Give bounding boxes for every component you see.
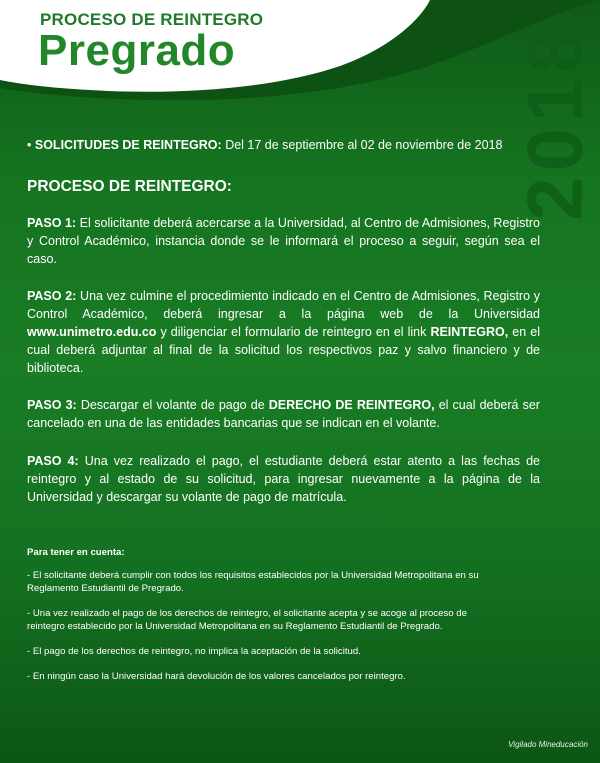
note-item: - El pago de los derechos de reintegro, no implica la aceptación de la solicitud.: [27, 646, 361, 657]
note-item: - Una vez realizado el pago de los derechos de reintegro, el solicitante acepta y se acoge al proceso de reintegro establecido por la Universidad Metropolitana en su Reglamento Estudiantil de Pregrado.: [27, 608, 467, 632]
step-label: PASO 4:: [27, 453, 79, 468]
dates-label: SOLICITUDES DE REINTEGRO:: [34, 138, 222, 152]
note-item: - El solicitante deberá cumplir con todos los requisitos establecidos por la Universidad Metropolitana en su Reglamento Estudiantil de Pregrado.: [27, 570, 479, 594]
step-highlight: DERECHO DE REINTEGRO,: [268, 398, 435, 413]
bullet-icon: •: [27, 138, 32, 152]
step-text: el cual deberá ser cancelado en una de las entidades bancarias que se indican en el volante.: [27, 398, 540, 431]
step-1: [27, 215, 540, 268]
page-subtitle: PROCESO DE REINTEGRO: [40, 10, 264, 29]
step-3: [27, 397, 540, 433]
step-text: Una vez realizado el pago, el estudiante deberá estar atento a las fechas de reintegro y al estado de su solicitud, para ingresar nuevamente a la página de la Universidad y descargar su volante de pago de matrícula.: [27, 453, 540, 504]
step-text: en el cual deberá adjuntar al final de la solicitud los respectivos paz y salvo financiero y de biblioteca.: [27, 324, 540, 375]
notes-section: [27, 546, 497, 695]
year-watermark: 2018: [510, 23, 599, 221]
step-label: PASO 1:: [27, 216, 77, 230]
dates-line: [27, 138, 540, 152]
reintegro-link[interactable]: REINTEGRO,: [430, 324, 509, 339]
step-4: [27, 453, 540, 506]
step-label: PASO 2:: [27, 289, 77, 304]
process-title: PROCESO DE REINTEGRO:: [27, 178, 232, 195]
main-content: [27, 138, 540, 526]
step-2: [27, 288, 540, 377]
note-item: - En ningún caso la Universidad hará devolución de los valores cancelados por reintegro.: [27, 671, 406, 682]
step-text: Descargar el volante de pago de: [80, 398, 265, 413]
step-text: El solicitante deberá acercarse a la Universidad, al Centro de Admisiones, Registro y Control Académico, instancia donde se le informará el proceso a seguir, según sea el caso.: [27, 216, 540, 266]
website-link[interactable]: www.unimetro.edu.co: [27, 324, 157, 339]
page-title: Pregrado: [38, 26, 236, 75]
step-label: PASO 3:: [27, 398, 77, 413]
footer-vigilado: Vigilado Mineducación: [508, 740, 588, 749]
step-text: Una vez culmine el procedimiento indicado en el Centro de Admisiones, Registro y Control Académico, deberá ingresar a la página web de la Universidad: [27, 289, 541, 322]
step-text: y diligenciar el formulario de reintegro en el link: [160, 324, 427, 339]
notes-title: Para tener en cuenta:: [27, 547, 125, 558]
dates-text: Del 17 de septiembre al 02 de noviembre de 2018: [225, 138, 503, 152]
